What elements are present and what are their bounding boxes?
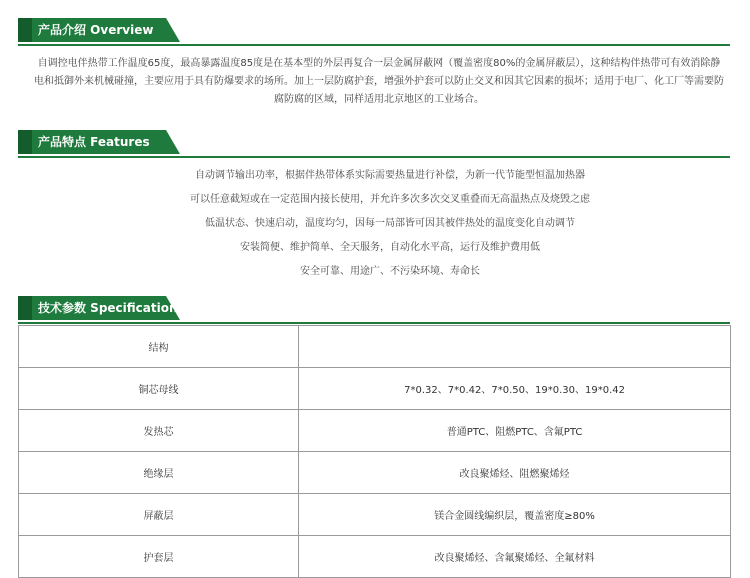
table-row xyxy=(19,368,731,410)
features-title: 产品特点 Features xyxy=(38,135,150,149)
spec-label: 护套层 xyxy=(19,536,299,578)
table-row xyxy=(19,536,731,578)
features-header xyxy=(18,124,730,164)
spec-value xyxy=(299,326,731,368)
spec-label: 发热芯 xyxy=(19,410,299,452)
table-row xyxy=(19,326,731,368)
feature-line: 安全可靠、用途广、不污染环境、寿命长 xyxy=(300,266,480,277)
spec-value: 7*0.32、7*0.42、7*0.50、19*0.30、19*0.42 xyxy=(299,368,731,410)
spec-value: 镁合金圆线编织层，覆盖密度≥80% xyxy=(299,494,731,536)
spec-value: 改良聚烯烃、含氟聚烯烃、全氟材料 xyxy=(299,536,731,578)
overview-paragraph: 自调控电伴热带工作温度65度，最高暴露温度85度是在基本型的外层再复合一层金属屏蔽网（覆盖密度80%的金属屏蔽层），这种结构伴热带可有效消除静电和抵御外来机械碰撞，主要应用于具有防爆要求的场所。加上一层防腐护套，增强外护套可以防止交叉和因其它因素的损坏；适用于电厂、化工厂等需要防腐防腐的区域，同样适用北京地区的工业场合。 xyxy=(34,58,724,105)
spec-value: 普通PTC、阻燃PTC、含氟PTC xyxy=(299,410,731,452)
feature-line: 低温状态、快速启动，温度均匀，因每一局部皆可因其被伴热处的温度变化自动调节 xyxy=(205,218,575,229)
specifications-divider xyxy=(18,322,730,324)
feature-line: 安装简便、维护简单、全天服务，自动化水平高，运行及维护费用低 xyxy=(240,242,540,253)
feature-line: 可以任意截短或在一定范围内接长使用，并允许多次多次交叉重叠而无高温热点及烧毁之虑 xyxy=(190,194,590,205)
spec-label: 铜芯母线 xyxy=(19,368,299,410)
table-row xyxy=(19,494,731,536)
table-row xyxy=(19,452,731,494)
spec-value: 改良聚烯烃、阻燃聚烯烃 xyxy=(299,452,731,494)
overview-divider xyxy=(18,44,730,46)
table-row xyxy=(19,410,731,452)
features-list xyxy=(110,164,670,284)
feature-line: 自动调节输出功率，根据伴热带体系实际需要热量进行补偿，为新一代节能型恒温加热器 xyxy=(195,170,585,181)
specifications-title: 技术参数 Specifications xyxy=(38,301,185,315)
specifications-header xyxy=(18,290,730,330)
features-divider xyxy=(18,156,730,158)
specifications-table xyxy=(18,325,731,578)
spec-label: 绝缘层 xyxy=(19,452,299,494)
spec-label: 屏蔽层 xyxy=(19,494,299,536)
spec-label: 结构 xyxy=(19,326,299,368)
overview-header xyxy=(18,12,730,52)
overview-title: 产品介绍 Overview xyxy=(38,23,154,37)
